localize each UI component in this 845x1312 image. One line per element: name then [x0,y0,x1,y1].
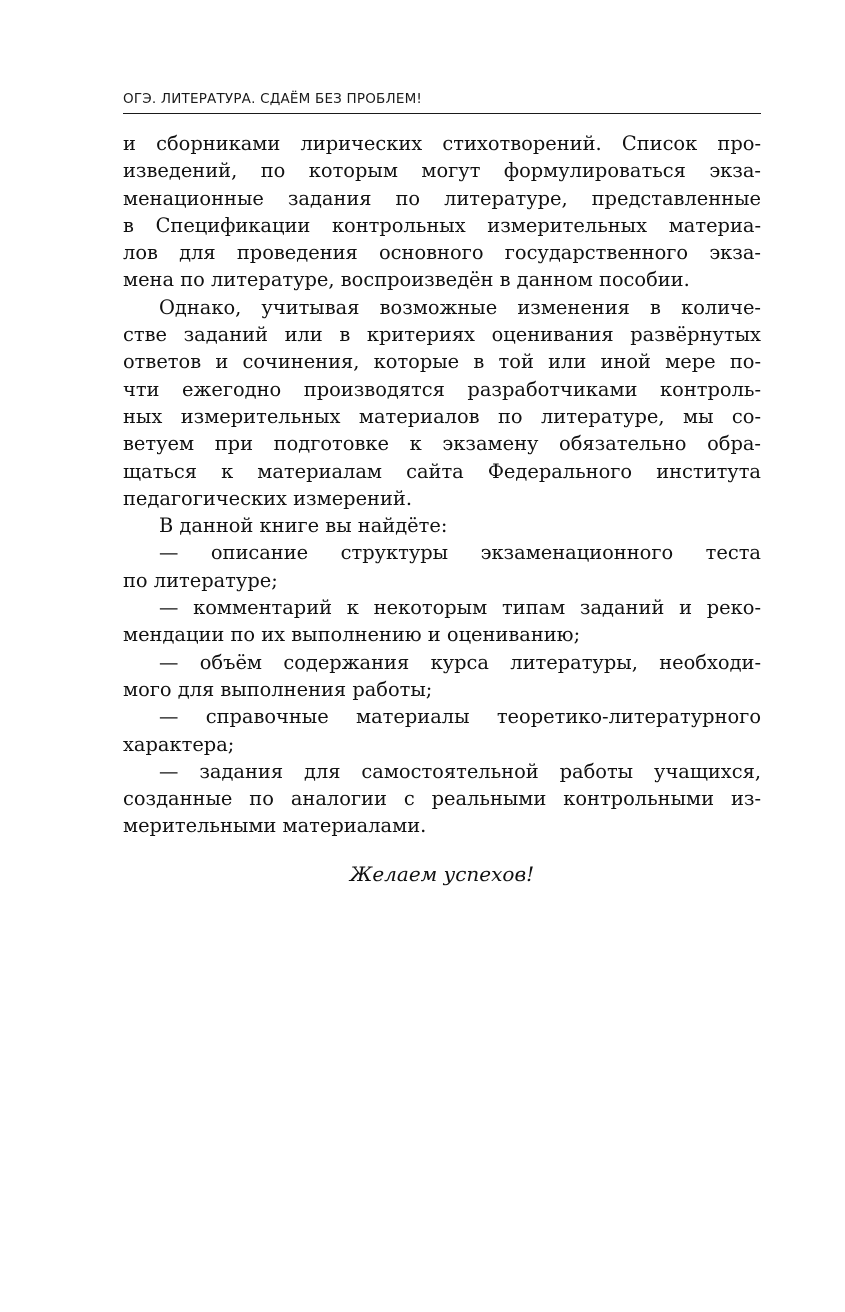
text-line: в Спецификации контрольных измерительных материа- [123,213,761,237]
list-item-line: — комментарий к некоторым типам заданий и реко- [159,596,761,620]
text-line: мена по литературе, воспроизведён в данном пособии. [123,268,690,292]
text-line: изведений, по которым могут формулироваться экза- [123,159,761,183]
text-line: чти ежегодно производятся разработчиками контроль- [123,377,761,401]
text-line: стве заданий или в критериях оценивания развёрнутых [123,323,761,347]
list-item-line: — задания для самостоятельной работы учащихся, [159,759,761,783]
text-line: В данной книге вы найдёте: [159,514,448,538]
text-line: ответов и сочинения, которые в той или иной мере по- [123,350,761,374]
list-item-line: — описание структуры экзаменационного теста [159,541,761,565]
body-text [123,130,761,840]
text-line: ных измерительных материалов по литературе, мы со- [123,404,761,428]
text-line: щаться к материалам сайта Федерального института [123,459,761,483]
text-line: педагогических измерений. [123,486,412,510]
text-line: менационные задания по литературе, представленные [123,186,761,210]
text-line: лов для проведения основного государственного экза- [123,241,761,265]
list-item-line: характера; [123,732,235,756]
list-item-line: мого для выполнения работы; [123,677,433,701]
list-item-line: мерительными материалами. [123,814,427,838]
list-item-line: по литературе; [123,568,278,592]
list-item-line: созданные по аналогии с реальными контрольными из- [123,787,761,811]
text-line: и сборниками лирических стихотворений. Список про- [123,132,761,155]
list-item-line: — справочные материалы теоретико-литературного [159,705,761,729]
closing-wish: Желаем успехов! [349,862,535,886]
running-header: ОГЭ. ЛИТЕРАТУРА. СДАЁМ БЕЗ ПРОБЛЕМ! [123,91,423,107]
text-line: Однако, учитывая возможные изменения в количе- [159,295,761,319]
text-line: ветуем при подготовке к экзамену обязательно обра- [123,432,761,456]
list-item-line: — объём содержания курса литературы, необходи- [159,650,761,674]
header-rule [123,113,761,114]
list-item-line: мендации по их выполнению и оцениванию; [123,623,581,647]
